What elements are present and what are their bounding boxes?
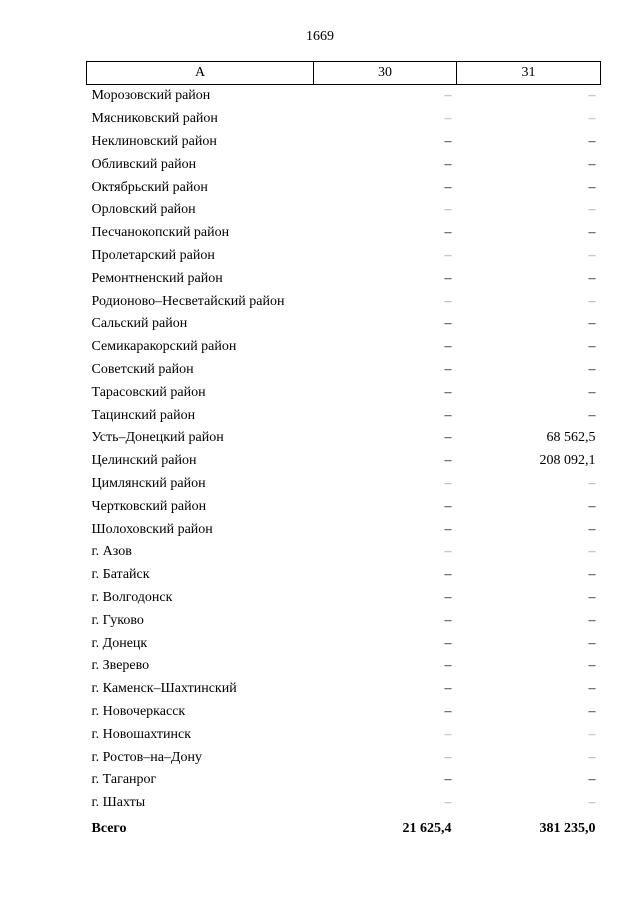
row-name: г. Каменск–Шахтинский (91, 681, 237, 697)
row-name: Цимлянский район (91, 475, 206, 491)
row-name: г. Новочеркасск (91, 703, 186, 719)
table-row (87, 450, 601, 473)
page-number: 1669 (306, 29, 334, 44)
row-value-31: – (588, 658, 596, 674)
row-value-31: – (588, 498, 596, 514)
row-value-31: – (588, 339, 596, 355)
row-value-31: – (588, 293, 596, 309)
row-value-31: – (588, 270, 596, 286)
total-label: Всего (91, 820, 127, 836)
table-row (87, 381, 601, 404)
row-value-31: – (588, 111, 596, 127)
row-name: Обливский район (91, 156, 197, 172)
row-name: г. Новошахтинск (91, 726, 192, 742)
row-value-30: – (444, 658, 452, 674)
table-row (87, 473, 601, 496)
table-row (87, 267, 601, 290)
row-value-31: – (588, 589, 596, 605)
header-row (87, 62, 601, 85)
row-value-30: – (444, 453, 452, 469)
row-name: Пролетарский район (91, 247, 215, 263)
row-value-30: – (444, 567, 452, 583)
row-value-30: – (444, 726, 452, 742)
row-value-30: – (444, 544, 452, 560)
column-header-30: 30 (314, 62, 457, 85)
table-row (87, 541, 601, 564)
table-row (87, 609, 601, 632)
row-value-30: – (444, 316, 452, 332)
row-value-30: – (444, 430, 452, 446)
row-value-31: – (588, 384, 596, 400)
row-name: г. Азов (91, 544, 132, 560)
row-name: Шолоховский район (91, 521, 213, 537)
row-value-30: – (444, 772, 452, 788)
row-value-30: – (444, 521, 452, 537)
row-name: Октябрьский район (91, 179, 208, 195)
table-row (87, 746, 601, 769)
row-value-30: – (444, 225, 452, 241)
row-value-31: – (588, 635, 596, 651)
row-value-30: – (444, 635, 452, 651)
row-name: г. Таганрог (91, 772, 157, 788)
row-value-31: – (588, 612, 596, 628)
table-row (87, 245, 601, 268)
table-row (87, 427, 601, 450)
row-name: г. Батайск (91, 567, 150, 583)
row-name: г. Волгодонск (91, 589, 173, 605)
row-value-30: – (444, 361, 452, 377)
row-name: Советский район (91, 361, 194, 377)
row-name: Родионово–Несветайский район (91, 293, 285, 309)
table-row (87, 222, 601, 245)
row-value-30: – (444, 111, 452, 127)
row-value-31: – (588, 156, 596, 172)
row-name: Сальский район (91, 316, 188, 332)
table-row (87, 131, 601, 154)
row-name: Семикаракорский район (91, 339, 237, 355)
row-name: Тацинский район (91, 407, 196, 423)
row-value-31: – (588, 407, 596, 423)
row-value-30: – (444, 270, 452, 286)
table-row (87, 587, 601, 610)
row-name: Орловский район (91, 202, 196, 218)
row-value-31: – (588, 795, 596, 811)
row-value-31: – (588, 544, 596, 560)
table-row (87, 176, 601, 199)
row-name: Тарасовский район (91, 384, 206, 400)
table-row (87, 655, 601, 678)
row-value-31: – (588, 475, 596, 491)
row-value-30: – (444, 156, 452, 172)
row-value-31: – (588, 247, 596, 263)
row-value-30: – (444, 681, 452, 697)
row-name: Морозовский район (91, 88, 211, 104)
table-row (87, 723, 601, 746)
table-row (87, 404, 601, 427)
total-value-31: 381 235,0 (539, 820, 596, 836)
row-value-30: – (444, 475, 452, 491)
table-row (87, 336, 601, 359)
row-value-31: – (588, 316, 596, 332)
table-body (87, 85, 601, 841)
row-name: Чертковский район (91, 498, 207, 514)
row-value-30: – (444, 179, 452, 195)
table-row (87, 108, 601, 131)
row-value-30: – (444, 795, 452, 811)
row-value-31: – (588, 521, 596, 537)
table-row (87, 313, 601, 336)
table-row (87, 701, 601, 724)
row-value-31: 208 092,1 (539, 453, 596, 469)
table-row (87, 518, 601, 541)
row-name: Целинский район (91, 453, 197, 469)
row-value-31: – (588, 202, 596, 218)
row-value-30: – (444, 133, 452, 149)
row-value-31: – (588, 361, 596, 377)
row-name: г. Шахты (91, 795, 146, 811)
row-value-30: – (444, 247, 452, 263)
row-value-31: – (588, 133, 596, 149)
row-value-31: – (588, 772, 596, 788)
row-value-30: – (444, 703, 452, 719)
table-row (87, 290, 601, 313)
row-value-30: – (444, 88, 452, 104)
table-row (87, 85, 601, 108)
row-value-31: – (588, 749, 596, 765)
row-name: г. Ростов–на–Дону (91, 749, 202, 765)
row-name: г. Донецк (91, 635, 148, 651)
table-row (87, 769, 601, 792)
row-name: г. Зверево (91, 658, 150, 674)
row-value-30: – (444, 407, 452, 423)
table-row (87, 678, 601, 701)
table-row (87, 153, 601, 176)
row-value-31: – (588, 567, 596, 583)
table-row (87, 564, 601, 587)
table-row (87, 199, 601, 222)
row-value-30: – (444, 384, 452, 400)
row-value-30: – (444, 339, 452, 355)
row-value-31: – (588, 179, 596, 195)
column-header-31: 31 (457, 62, 601, 85)
table-row (87, 359, 601, 382)
table-row (87, 495, 601, 518)
total-row (87, 815, 601, 841)
row-value-30: – (444, 612, 452, 628)
row-value-30: – (444, 498, 452, 514)
row-value-31: – (588, 726, 596, 742)
row-value-30: – (444, 589, 452, 605)
total-value-30: 21 625,4 (402, 820, 452, 836)
row-name: Песчанокопский район (91, 225, 230, 241)
row-value-30: – (444, 293, 452, 309)
row-value-31: – (588, 681, 596, 697)
row-name: Мясниковский район (91, 111, 218, 127)
table-row (87, 792, 601, 815)
column-header-a: А (87, 62, 314, 85)
row-name: г. Гуково (91, 612, 144, 628)
data-table (86, 61, 601, 840)
table-row (87, 632, 601, 655)
row-name: Ремонтненский район (91, 270, 223, 286)
row-value-30: – (444, 749, 452, 765)
row-name: Неклиновский район (91, 133, 217, 149)
row-value-31: 68 562,5 (546, 430, 596, 446)
row-name: Усть–Донецкий район (91, 430, 224, 446)
row-value-31: – (588, 88, 596, 104)
row-value-31: – (588, 703, 596, 719)
row-value-31: – (588, 225, 596, 241)
row-value-30: – (444, 202, 452, 218)
